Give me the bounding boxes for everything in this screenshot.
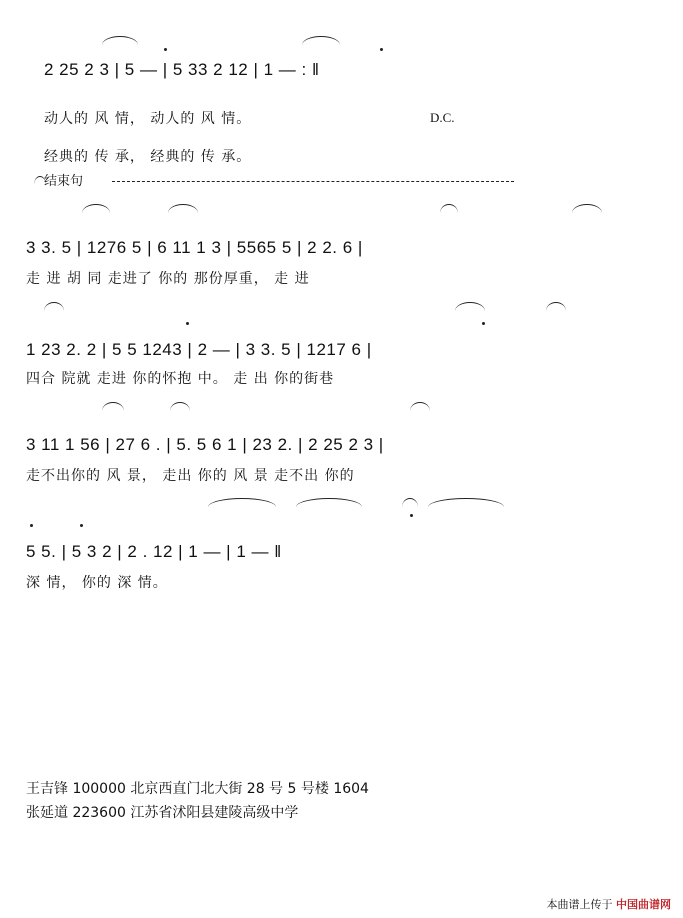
- music-line-5: 5 5. | 5 3 2 | 2 . 12 | 1 — | 1 — ‖: [26, 542, 282, 561]
- lyric-line-2: 经典的 传 承， 经典的 传 承。: [44, 149, 252, 165]
- lyric-line-4: 四合 院就 走进 你的怀抱 中。 走 出 你的街巷: [26, 371, 335, 387]
- slur: [440, 204, 458, 213]
- octave-dot: [164, 48, 167, 51]
- lyric-line-1: 动人的 风 情， 动人的 风 情。: [44, 111, 252, 127]
- octave-dot: [80, 524, 83, 527]
- slur: [572, 204, 602, 213]
- slur: [410, 402, 430, 411]
- octave-dot: [482, 322, 485, 325]
- lyric-line-6: 深 情， 你的 深 情。: [26, 575, 168, 591]
- slur: [44, 302, 64, 311]
- music-line-1: 2 25 2 3 | 5 — | 5 33 2 12 | 1 — : ‖: [44, 60, 320, 79]
- octave-dot: [380, 48, 383, 51]
- slur: [455, 302, 485, 311]
- footer-address-1: 王吉锋 100000 北京西直门北大街 28 号 5 号楼 1604: [26, 781, 369, 797]
- section-dashes: [112, 181, 514, 183]
- footer-address-2: 张延道 223600 江苏省沭阳县建陵高级中学: [26, 805, 299, 821]
- section-label-text: 结束句: [44, 174, 84, 189]
- slur: [296, 498, 362, 507]
- slur: [102, 36, 138, 45]
- slur: [168, 204, 198, 213]
- music-line-3: 1 23 2. 2 | 5 5 1243 | 2 — | 3 3. 5 | 1217 6 |: [26, 340, 372, 359]
- octave-dot: [30, 524, 33, 527]
- slur: [546, 302, 566, 311]
- logo-brand: 中国曲谱网: [616, 898, 671, 911]
- octave-dot: [410, 514, 413, 517]
- slur: [302, 36, 340, 45]
- site-logo[interactable]: [547, 896, 672, 912]
- slur: [402, 498, 418, 507]
- lyric-line-3: 走 进 胡 同 走进了 你的 那份厚重， 走 进: [26, 271, 310, 287]
- slur: [82, 204, 110, 213]
- slur: [428, 498, 504, 507]
- slur: [102, 402, 124, 411]
- music-line-2: 3 3. 5 | 1276 5 | 6 11 1 3 | 5565 5 | 2 2. 6 |: [26, 238, 363, 257]
- music-line-4: 3 11 1 56 | 27 6 . | 5. 5 6 1 | 23 2. | 2 25 2 3 |: [26, 435, 384, 454]
- lyric-line-5: 走不出你的 风 景， 走出 你的 风 景 走不出 你的: [26, 468, 355, 484]
- section-label: [44, 170, 83, 189]
- logo-prefix: 本曲谱上传于: [546, 898, 613, 911]
- dc-mark: D.C.: [430, 110, 455, 125]
- slur: [208, 498, 276, 507]
- slur: [170, 402, 190, 411]
- octave-dot: [186, 322, 189, 325]
